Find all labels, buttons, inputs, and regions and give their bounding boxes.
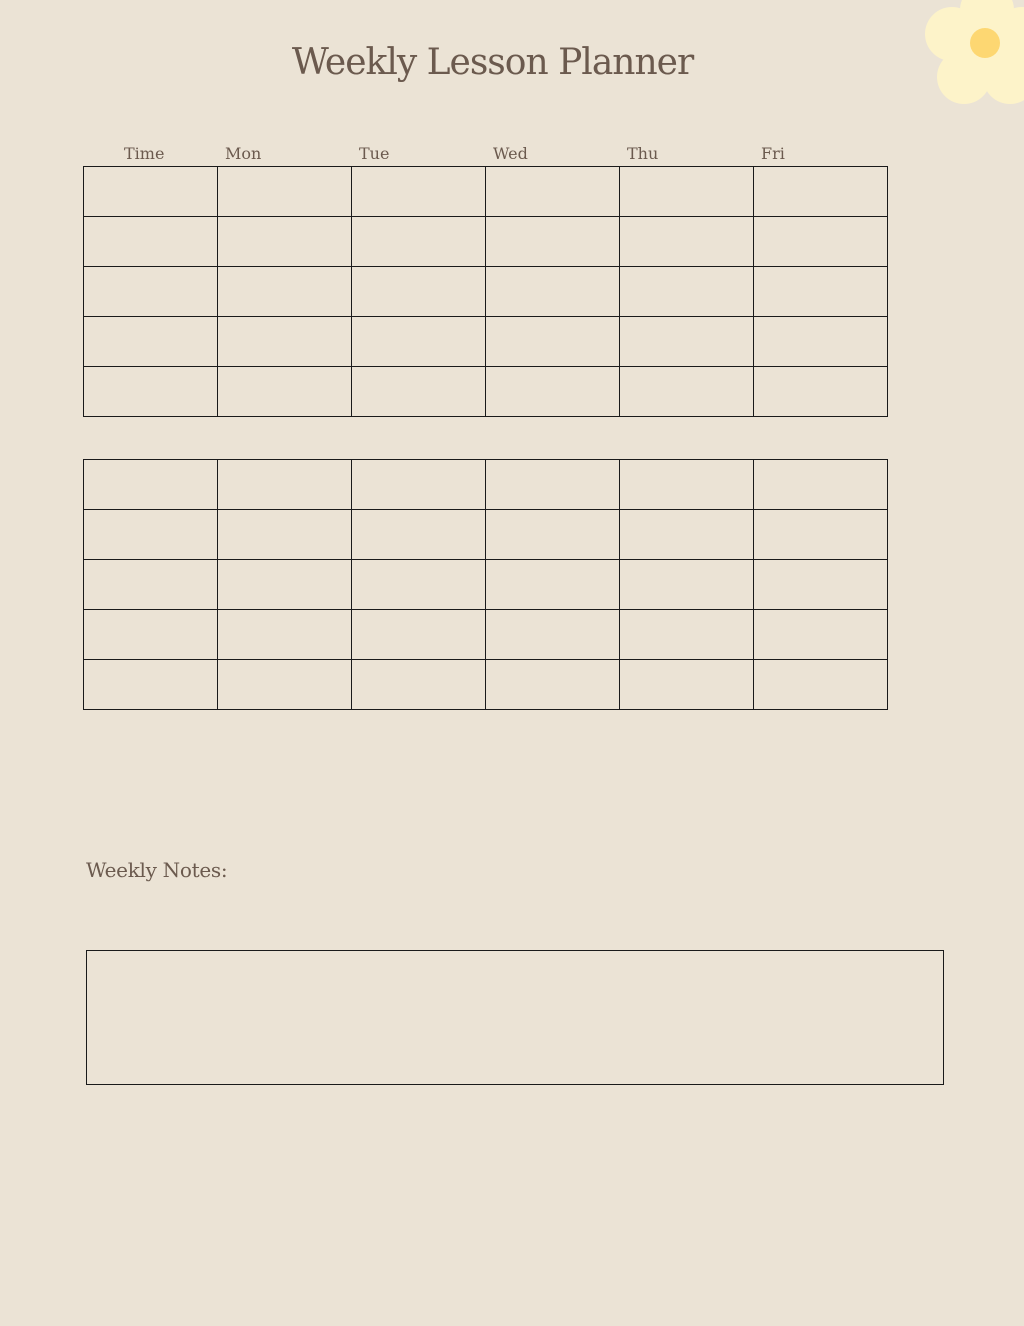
table-cell-thu[interactable]	[620, 610, 754, 660]
table-cell-time[interactable]	[84, 167, 218, 217]
table-cell-thu[interactable]	[620, 317, 754, 367]
table-cell-fri[interactable]	[754, 510, 888, 560]
page-title: Weekly Lesson Planner	[291, 42, 694, 83]
table-cell-wed[interactable]	[486, 167, 620, 217]
table-cell-thu[interactable]	[620, 167, 754, 217]
column-header-mon: Mon	[225, 144, 262, 163]
table-cell-tue[interactable]	[352, 510, 486, 560]
table-cell-fri[interactable]	[754, 560, 888, 610]
table-cell-time[interactable]	[84, 217, 218, 267]
table-cell-thu[interactable]	[620, 217, 754, 267]
table-cell-mon[interactable]	[218, 560, 352, 610]
table-cell-mon[interactable]	[218, 267, 352, 317]
table-cell-mon[interactable]	[218, 317, 352, 367]
table-cell-thu[interactable]	[620, 367, 754, 417]
table-cell-mon[interactable]	[218, 460, 352, 510]
table-cell-time[interactable]	[84, 267, 218, 317]
table-cell-time[interactable]	[84, 610, 218, 660]
table-cell-time[interactable]	[84, 317, 218, 367]
column-header-fri: Fri	[761, 144, 785, 163]
schedule-table-1	[83, 166, 888, 417]
table-cell-fri[interactable]	[754, 167, 888, 217]
table-cell-fri[interactable]	[754, 267, 888, 317]
column-header-wed: Wed	[493, 144, 528, 163]
flower-center	[970, 28, 1000, 58]
table-cell-wed[interactable]	[486, 560, 620, 610]
table-cell-wed[interactable]	[486, 217, 620, 267]
column-header-time: Time	[124, 144, 165, 163]
schedule-table-2	[83, 459, 888, 710]
table-cell-wed[interactable]	[486, 317, 620, 367]
table-cell-time[interactable]	[84, 510, 218, 560]
column-header-tue: Tue	[359, 144, 390, 163]
table-cell-tue[interactable]	[352, 167, 486, 217]
table-cell-tue[interactable]	[352, 610, 486, 660]
table-cell-time[interactable]	[84, 460, 218, 510]
table-cell-time[interactable]	[84, 660, 218, 710]
table-cell-tue[interactable]	[352, 460, 486, 510]
table-cell-wed[interactable]	[486, 510, 620, 560]
table-cell-mon[interactable]	[218, 367, 352, 417]
table-cell-wed[interactable]	[486, 367, 620, 417]
column-header-thu: Thu	[627, 144, 659, 163]
table-cell-thu[interactable]	[620, 510, 754, 560]
table-cell-time[interactable]	[84, 367, 218, 417]
flower-icon	[922, 0, 1024, 112]
notes-box[interactable]	[86, 950, 944, 1085]
table-cell-fri[interactable]	[754, 367, 888, 417]
table-cell-mon[interactable]	[218, 660, 352, 710]
table-cell-wed[interactable]	[486, 460, 620, 510]
table-cell-wed[interactable]	[486, 610, 620, 660]
table-cell-mon[interactable]	[218, 167, 352, 217]
table-cell-mon[interactable]	[218, 510, 352, 560]
table-cell-tue[interactable]	[352, 560, 486, 610]
table-cell-fri[interactable]	[754, 660, 888, 710]
column-headers	[0, 144, 1024, 166]
table-cell-tue[interactable]	[352, 217, 486, 267]
table-cell-tue[interactable]	[352, 660, 486, 710]
table-cell-wed[interactable]	[486, 660, 620, 710]
table-cell-fri[interactable]	[754, 317, 888, 367]
table-cell-fri[interactable]	[754, 610, 888, 660]
table-cell-time[interactable]	[84, 560, 218, 610]
table-cell-fri[interactable]	[754, 217, 888, 267]
table-cell-tue[interactable]	[352, 367, 486, 417]
table-cell-thu[interactable]	[620, 560, 754, 610]
table-cell-thu[interactable]	[620, 660, 754, 710]
table-cell-wed[interactable]	[486, 267, 620, 317]
table-cell-thu[interactable]	[620, 460, 754, 510]
table-cell-thu[interactable]	[620, 267, 754, 317]
table-cell-fri[interactable]	[754, 460, 888, 510]
notes-label: Weekly Notes:	[86, 858, 228, 882]
table-cell-tue[interactable]	[352, 267, 486, 317]
table-cell-tue[interactable]	[352, 317, 486, 367]
table-cell-mon[interactable]	[218, 610, 352, 660]
table-cell-mon[interactable]	[218, 217, 352, 267]
